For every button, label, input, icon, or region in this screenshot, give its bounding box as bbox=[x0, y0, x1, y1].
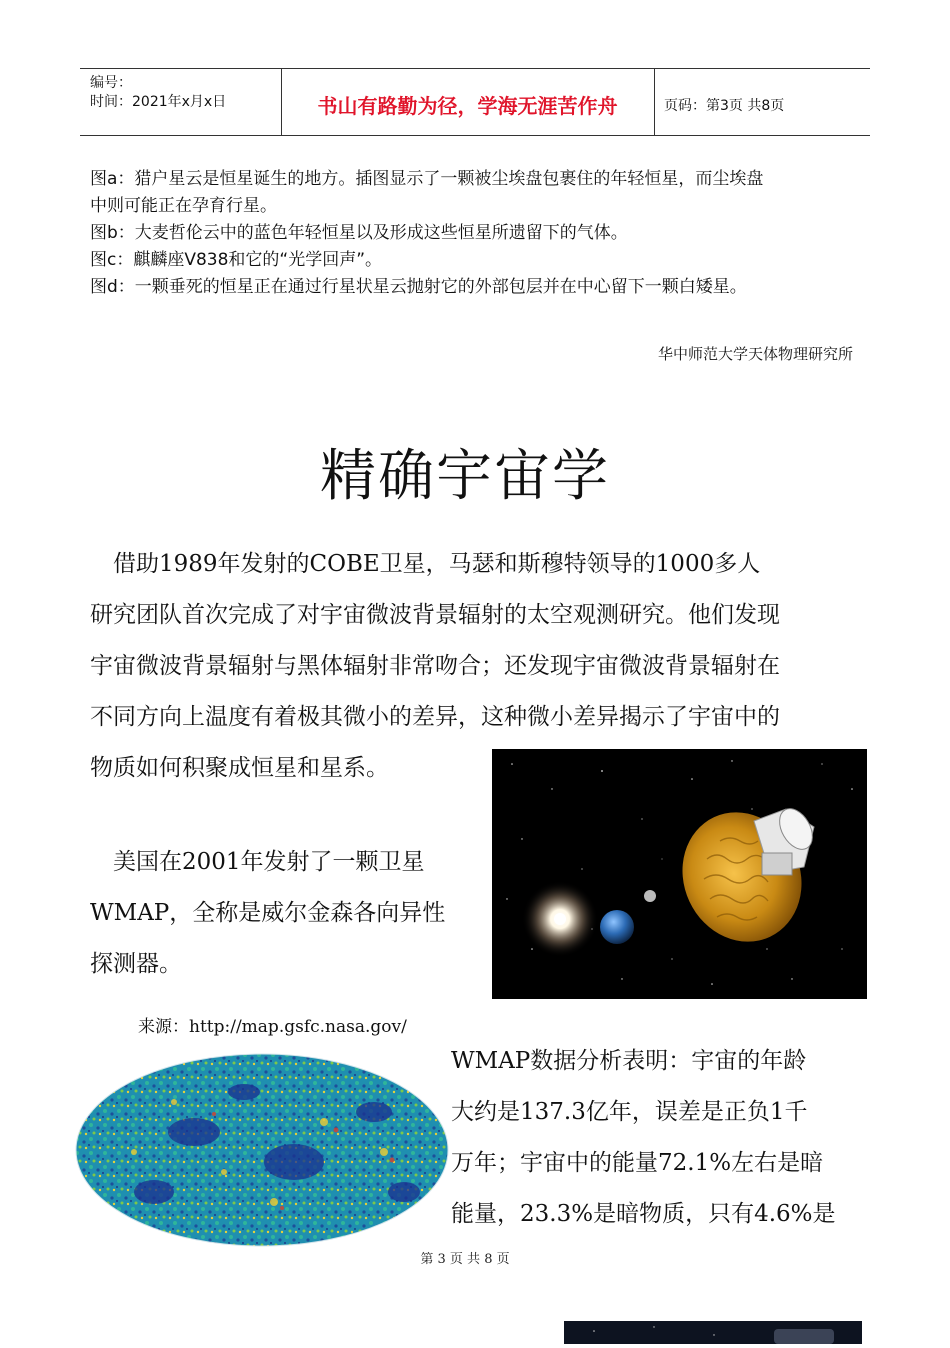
header-number-label: 编号： bbox=[90, 75, 132, 91]
cmb-sky-map-image bbox=[74, 1052, 450, 1248]
paragraph-line: 不同方向上温度有着极其微小的差异，这种微小差异揭示了宇宙中的 bbox=[90, 704, 780, 730]
page-title: 精确宇宙学 bbox=[320, 444, 610, 509]
paragraph-line: WMAP数据分析表明：宇宙的年龄 bbox=[451, 1048, 807, 1074]
paragraph-line: 大约是137.3亿年，误差是正负1千 bbox=[451, 1099, 808, 1125]
next-figure-image bbox=[564, 1321, 862, 1344]
caption-a-line2: 中则可能正在孕育行星。 bbox=[90, 196, 277, 216]
paragraph-wmap-results bbox=[451, 1036, 861, 1240]
paragraph-line: 物质如何积聚成恒星和星系。 bbox=[90, 755, 389, 781]
paragraph-line: WMAP，全称是威尔金森各向异性 bbox=[90, 900, 446, 926]
header-motto: 书山有路勤为径，学海无涯苦作舟 bbox=[317, 94, 618, 118]
institution-name: 华中师范大学天体物理研究所 bbox=[657, 345, 853, 363]
page-footer: 第 3 页 共 8 页 bbox=[420, 1252, 510, 1267]
caption-list bbox=[90, 166, 870, 301]
image-source: 来源：http://map.gsfc.nasa.gov/ bbox=[138, 1017, 407, 1037]
paragraph-line: 美国在2001年发射了一颗卫星 bbox=[90, 849, 425, 875]
paragraph-line: 借助1989年发射的COBE卫星，马瑟和斯穆特领导的1000多人 bbox=[90, 551, 761, 577]
paragraph-line: 探测器。 bbox=[90, 951, 182, 977]
paragraph-line: 能量，23.3%是暗物质，只有4.6%是 bbox=[451, 1201, 836, 1227]
paragraph-line: 研究团队首次完成了对宇宙微波背景辐射的太空观测研究。他们发现 bbox=[90, 602, 780, 628]
caption-d: 图d：一颗垂死的恒星正在通过行星状星云抛射它的外部包层并在中心留下一颗白矮星。 bbox=[90, 277, 747, 297]
caption-a-line1: 图a：猎户星云是恒星诞生的地方。插图显示了一颗被尘埃盘包裹住的年轻恒星，而尘埃盘 bbox=[90, 169, 764, 189]
paragraph-wmap-intro bbox=[90, 837, 500, 990]
header-time-label: 时间：2021年x月x日 bbox=[90, 94, 227, 110]
caption-c: 图c：麒麟座V838和它的“光学回声”。 bbox=[90, 250, 383, 270]
header-bottom-rule bbox=[80, 135, 870, 136]
header-top-rule bbox=[80, 68, 870, 69]
paragraph-line: 宇宙微波背景辐射与黑体辐射非常吻合；还发现宇宙微波背景辐射在 bbox=[90, 653, 780, 679]
header-page-info: 页码：第3页 共8页 bbox=[664, 98, 785, 114]
caption-b: 图b：大麦哲伦云中的蓝色年轻恒星以及形成这些恒星所遗留下的气体。 bbox=[90, 223, 628, 243]
wmap-spacecraft-image bbox=[492, 749, 867, 999]
header-divider-right bbox=[654, 68, 655, 136]
paragraph-line: 万年；宇宙中的能量72.1%左右是暗 bbox=[451, 1150, 824, 1176]
